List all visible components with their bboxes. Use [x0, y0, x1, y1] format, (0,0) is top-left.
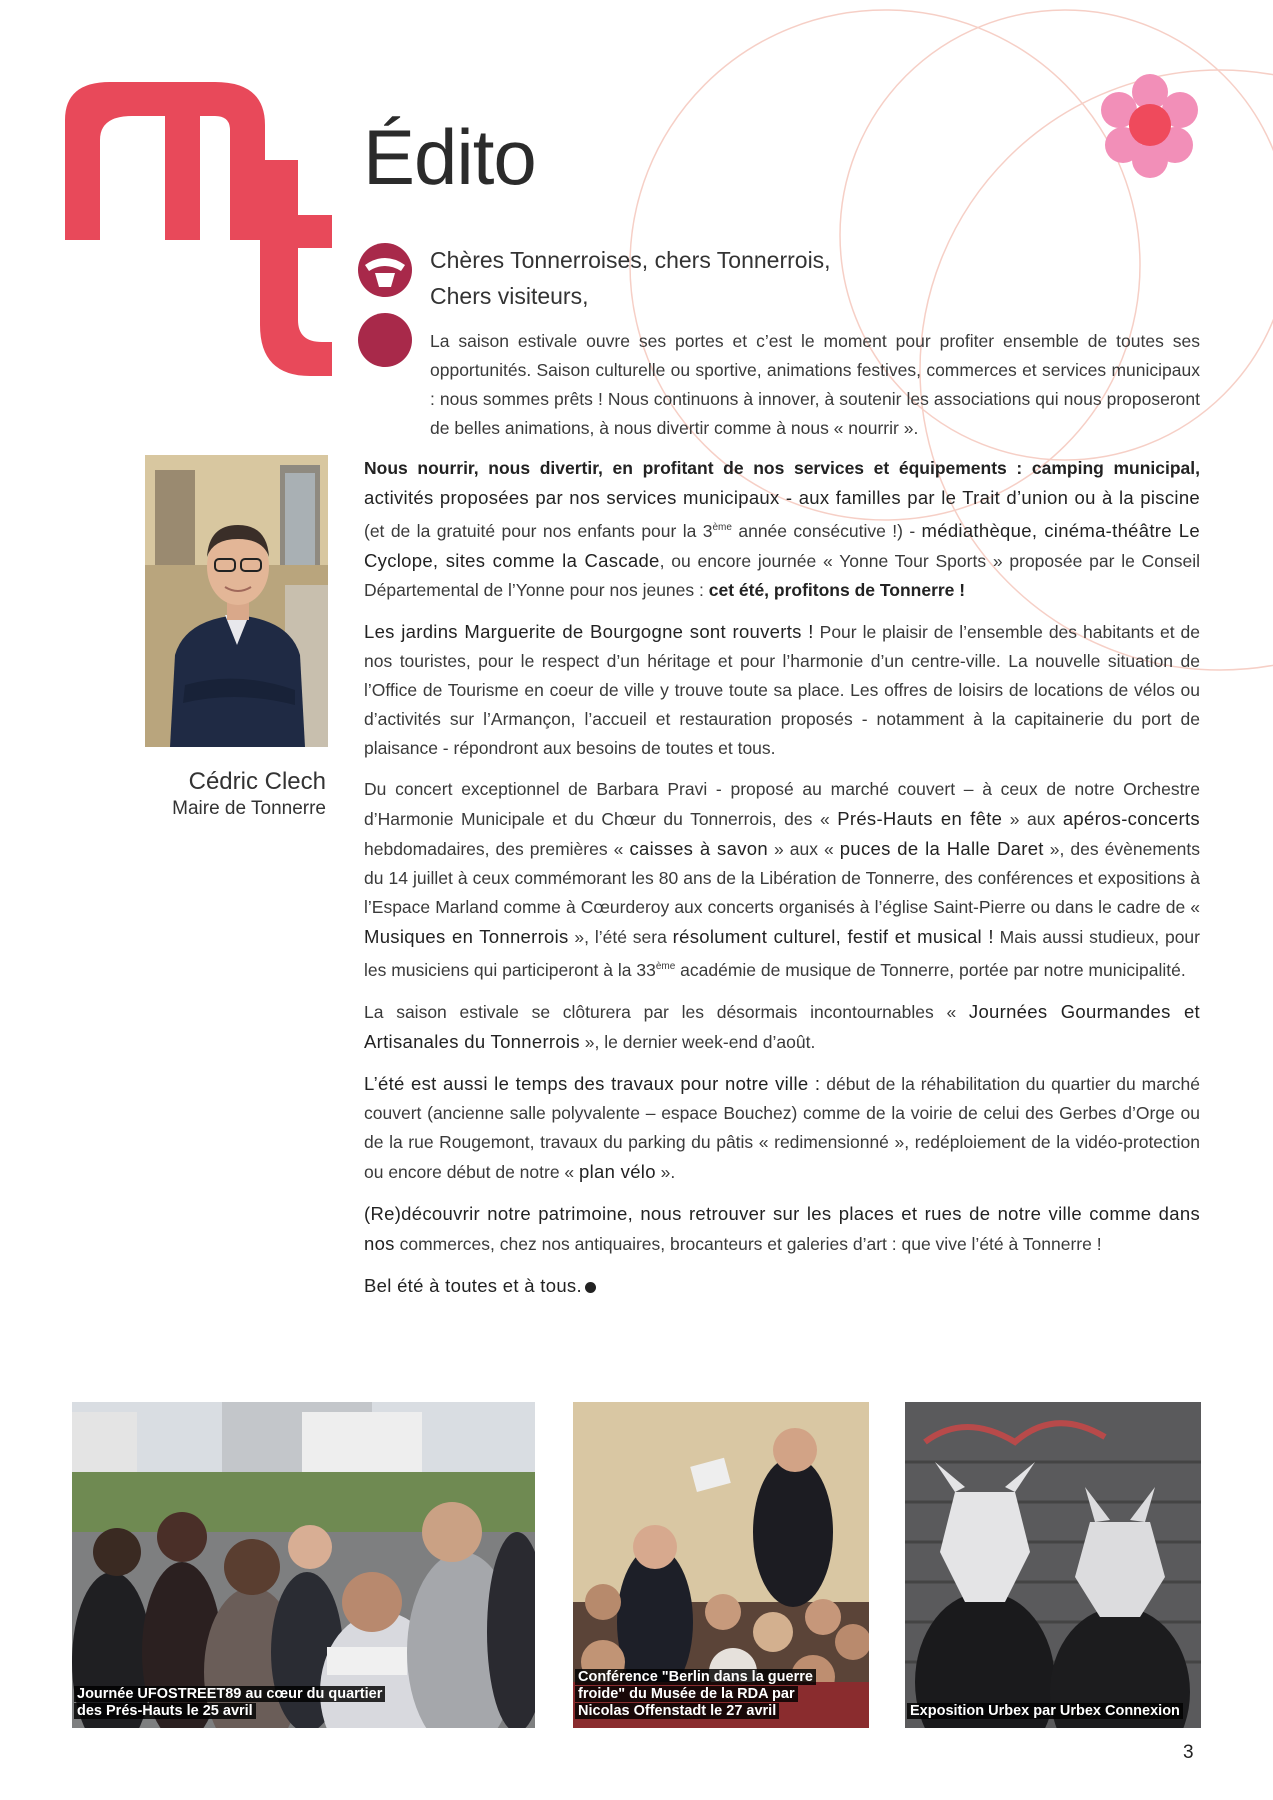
body-paragraph	[364, 775, 1200, 985]
gallery-photo-conference	[573, 1402, 869, 1728]
emphasis: médiathèque, cinéma-théâtre Le Cyclope, sites comme la Cascade	[364, 520, 1200, 571]
text-run: », le dernier week-end d’août.	[579, 1032, 816, 1052]
emphasis: cet été, profitons de Tonnerre !	[708, 580, 966, 600]
page-title: Édito	[363, 113, 536, 201]
text-run: commerces, chez nos antiquaires, brocanteurs et galeries d’art : que vive l’été à Tonnerre !	[394, 1234, 1102, 1254]
text-run: », des évènements du 14 juillet à ceux commémorant les 80 ans de la Libération de Tonnerre, des conférences et expositions à l’Espace Marland comme à Cœurderoy aux concerts organisés à l’église Saint-Pierre ou dans le cadre de «	[364, 839, 1201, 917]
caption-line: Journée UFOSTREET89 au cœur du quartier	[74, 1686, 385, 1702]
emphasis: plan vélo	[579, 1161, 656, 1182]
text-run: Du concert exceptionnel de Barbara Pravi - proposé au marché couvert – à ceux de notre Orchestre d’Harmonie Municipale et du Chœur du Tonnerrois, des «	[364, 779, 1200, 829]
emphasis: Les jardins Marguerite de Bourgogne sont rouverts !	[364, 621, 814, 642]
text-run: académie de musique de Tonnerre, portée par notre municipalité.	[675, 960, 1186, 980]
page-number: 3	[1183, 1742, 1194, 1763]
caption-line: Conférence "Berlin dans la guerre	[575, 1669, 816, 1685]
body-paragraph	[364, 617, 1200, 763]
text-run: année consécutive !) -	[731, 521, 922, 541]
text-run: » aux «	[767, 839, 840, 859]
text-run: , ou encore journée « Yonne Tour Sports » proposée par le Conseil Départemental de l’Yonne pour nos jeunes :	[364, 551, 1200, 600]
photo-caption	[907, 1703, 1183, 1720]
greeting-line: Chères Tonnerroises, chers Tonnerrois,	[430, 247, 831, 273]
mayor-photo	[145, 455, 328, 747]
emphasis: L’été est aussi le temps des travaux pour notre ville :	[364, 1073, 821, 1094]
tonnerre-emblem-icon	[355, 243, 415, 368]
gallery-photo-ufostreet	[72, 1402, 535, 1728]
superscript: ème	[655, 961, 676, 972]
emphasis: Musiques en Tonnerrois	[364, 926, 569, 947]
emphasis: apéros-concerts	[1062, 808, 1200, 829]
text-run: début de la réhabilitation du quartier du marché couvert (ancienne salle polyvalente – espace Bouchez) comme de la voirie de celui des Gerbes d’Orge ou de la rue Rougemont, travaux du parking du pâtis « redimensionné », redéploiement de la vidéo-protection ou encore début de notre «	[364, 1074, 1200, 1182]
text-run: » aux	[1002, 809, 1063, 829]
emphasis: activités proposées par nos services municipaux - aux familles par le Trait d’union ou à la piscine	[364, 487, 1200, 508]
emphasis: résolument culturel, festif et musical !	[672, 926, 994, 947]
mt-logo	[60, 80, 340, 380]
gallery-photo-urbex	[905, 1402, 1201, 1728]
body-paragraph	[364, 453, 1200, 605]
edito-body	[364, 453, 1200, 1313]
body-paragraph	[364, 997, 1200, 1057]
intro-paragraph: La saison estivale ouvre ses portes et c’est le moment pour profiter ensemble de toutes ses opportunités. Saison culturelle ou sportive, animations festives, commerces et services municipaux : nous sommes prêts ! Nous continuons à innover, à soutenir les associations qui nous proposeront de belles animations, à nous divertir comme à nous « nourrir ».	[430, 331, 1200, 438]
text-run: Pour le plaisir de l’ensemble des habitants et de nos touristes, pour le respect d’un héritage et pour l’harmonie d’un centre-ville. La nouvelle situation de l’Office de Tourisme en coeur de ville y trouve toute sa place. Les offres de loisirs de locations de vélos ou d’activités sur l’Armançon, l’accueil et restauration proposés - notamment à la capitainerie du port de plaisance - répondront aux besoins de toutes et tous.	[364, 622, 1200, 758]
mayor-title: Maire de Tonnerre	[172, 798, 326, 819]
emphasis: caisses à savon	[629, 838, 768, 859]
greeting-line: Chers visiteurs,	[430, 283, 589, 309]
emphasis: Bel été à toutes et à tous.	[364, 1275, 582, 1296]
mayor-name: Cédric Clech	[188, 768, 326, 795]
text-run: (et de la gratuité pour nos enfants pour la 3	[364, 521, 713, 541]
text-run: Mais aussi studieux, pour les musiciens qui participeront à la 33	[364, 927, 1200, 980]
end-dot-icon	[585, 1282, 596, 1293]
emphasis: Nous nourrir, nous divertir, en profitant de nos services et équipements : camping municipal,	[364, 458, 1200, 478]
closing-line	[364, 1271, 1200, 1301]
body-paragraph	[364, 1069, 1200, 1187]
emphasis: (Re)découvrir notre patrimoine, nous retrouver sur les places et rues de notre ville comme dans nos	[364, 1203, 1200, 1254]
superscript: ème	[712, 522, 732, 533]
caption-line: froide" du Musée de la RDA par	[575, 1686, 798, 1702]
text-run: La saison estivale se clôturera par les désormais incontournables «	[364, 1002, 969, 1022]
body-paragraph	[364, 1199, 1200, 1259]
greeting	[430, 242, 1130, 314]
photo-caption	[74, 1686, 385, 1720]
text-run: ».	[655, 1162, 676, 1182]
caption-line: Nicolas Offenstadt le 27 avril	[575, 1703, 779, 1719]
flower-icon	[1095, 70, 1205, 180]
text-run: hebdomadaires, des premières «	[364, 839, 630, 859]
emphasis: Prés-Hauts en fête	[837, 808, 1003, 829]
text-run: », l’été sera	[568, 927, 673, 947]
photo-caption	[575, 1669, 816, 1720]
caption-line: Exposition Urbex par Urbex Connexion	[907, 1703, 1183, 1719]
emphasis: puces de la Halle Daret	[839, 838, 1044, 859]
emphasis: Journées Gourmandes et Artisanales du Tonnerrois	[364, 1001, 1200, 1052]
caption-line: des Prés-Hauts le 25 avril	[74, 1703, 256, 1719]
